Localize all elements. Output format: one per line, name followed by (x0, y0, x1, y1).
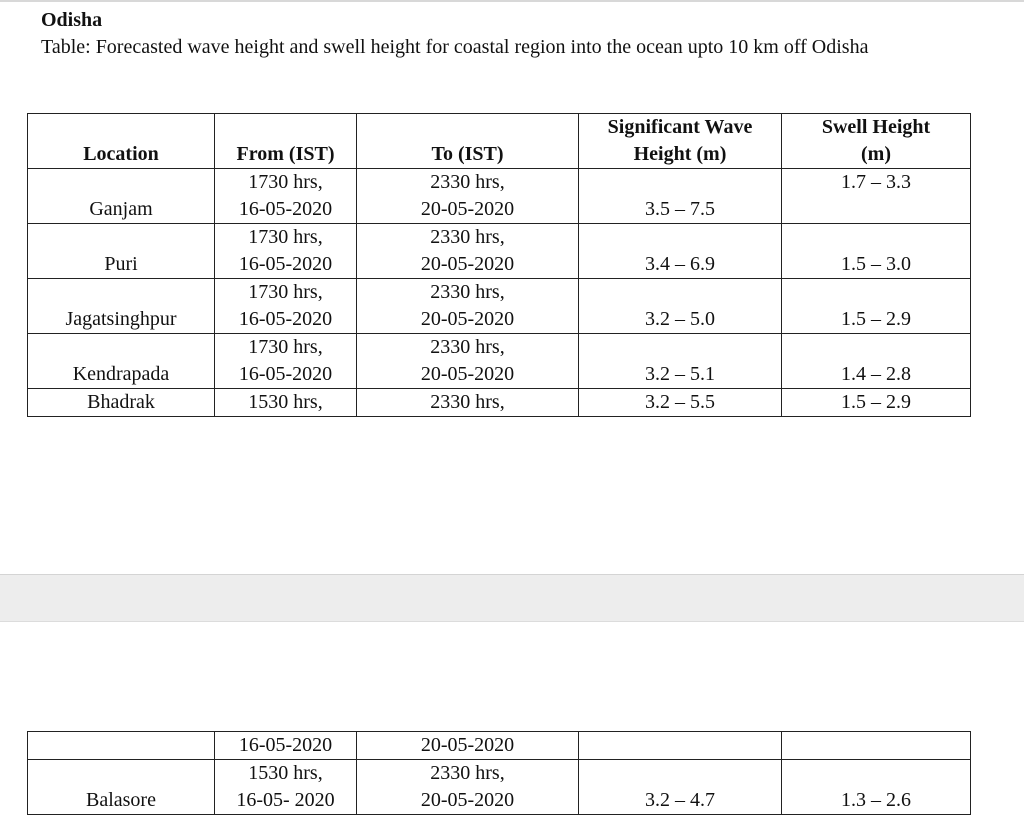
header-location: Location (28, 114, 215, 169)
to-time: 2330 hrs, (430, 336, 505, 358)
to-date: 20-05-2020 (420, 789, 515, 811)
cell-swell-height: 1.3 – 2.6 (782, 760, 971, 815)
cell-wave-height: 3.2 – 5.5 (579, 389, 782, 417)
cell-swell-height: 1.5 – 2.9 (782, 389, 971, 417)
cell-to: 2330 hrs, (357, 389, 579, 417)
cell-wave-height: 3.4 – 6.9 (579, 224, 782, 279)
cell-wave-height: 3.2 – 5.0 (579, 279, 782, 334)
cell-location: Bhadrak (28, 389, 215, 417)
cell-location: Balasore (28, 760, 215, 815)
cell-to (357, 279, 579, 334)
cell-from: 1530 hrs, (215, 389, 357, 417)
from-date: 16-05- 2020 (236, 789, 335, 811)
cell-swell-height: 1.7 – 3.3 (782, 169, 971, 224)
from-time: 1730 hrs, (248, 336, 323, 358)
forecast-table-continued (27, 731, 971, 815)
to-date: 20-05-2020 (420, 308, 515, 330)
table-row (28, 732, 971, 760)
cell-from (215, 224, 357, 279)
cell-to (357, 169, 579, 224)
cell-from (215, 279, 357, 334)
cell-to: 20-05-2020 (357, 732, 579, 760)
table-row (28, 279, 971, 334)
cell-swell-height: 1.5 – 2.9 (782, 279, 971, 334)
cell-to (357, 760, 579, 815)
cell-swell-height: 1.5 – 3.0 (782, 224, 971, 279)
to-date: 20-05-2020 (420, 198, 515, 220)
header-wave-height (579, 114, 782, 169)
cell-swell-height (782, 732, 971, 760)
cell-to (357, 334, 579, 389)
cell-wave-height: 3.5 – 7.5 (579, 169, 782, 224)
to-time: 2330 hrs, (430, 226, 505, 248)
from-date: 16-05-2020 (238, 198, 333, 220)
cell-location (28, 732, 215, 760)
table-row (28, 224, 971, 279)
table-header-row (28, 114, 971, 169)
from-time: 1730 hrs, (248, 226, 323, 248)
cell-from: 16-05-2020 (215, 732, 357, 760)
table-row (28, 169, 971, 224)
header-swell-line2: (m) (861, 143, 891, 165)
cell-location: Jagatsinghpur (28, 279, 215, 334)
header-swell-line1: Swell Height (821, 116, 931, 138)
section-heading: Odisha (41, 9, 103, 31)
from-time: 1530 hrs, (248, 762, 323, 784)
to-time: 2330 hrs, (430, 762, 505, 784)
cell-location: Ganjam (28, 169, 215, 224)
cell-wave-height (579, 732, 782, 760)
table-caption: Table: Forecasted wave height and swell height for coastal region into the ocean upto 10 km off Odisha (41, 36, 869, 58)
to-time: 2330 hrs, (430, 171, 505, 193)
cell-from (215, 169, 357, 224)
cell-wave-height: 3.2 – 4.7 (579, 760, 782, 815)
cell-location: Kendrapada (28, 334, 215, 389)
cell-location: Puri (28, 224, 215, 279)
page-break-gap (0, 574, 1024, 622)
table-row (28, 334, 971, 389)
to-date: 20-05-2020 (420, 363, 515, 385)
header-from: From (IST) (215, 114, 357, 169)
header-wave-line2: Height (m) (633, 143, 727, 165)
table-row (28, 389, 971, 417)
from-date: 16-05-2020 (238, 253, 333, 275)
forecast-table (27, 113, 971, 417)
page-top-edge (0, 0, 1024, 2)
from-date: 16-05-2020 (238, 308, 333, 330)
header-swell-height (782, 114, 971, 169)
to-time: 2330 hrs, (430, 281, 505, 303)
cell-from (215, 334, 357, 389)
from-time: 1730 hrs, (248, 171, 323, 193)
cell-wave-height: 3.2 – 5.1 (579, 334, 782, 389)
header-wave-line1: Significant Wave (607, 116, 753, 138)
cell-to (357, 224, 579, 279)
header-to: To (IST) (357, 114, 579, 169)
from-time: 1730 hrs, (248, 281, 323, 303)
cell-swell-height: 1.4 – 2.8 (782, 334, 971, 389)
to-date: 20-05-2020 (420, 253, 515, 275)
cell-from (215, 760, 357, 815)
from-date: 16-05-2020 (238, 363, 333, 385)
table-row (28, 760, 971, 815)
